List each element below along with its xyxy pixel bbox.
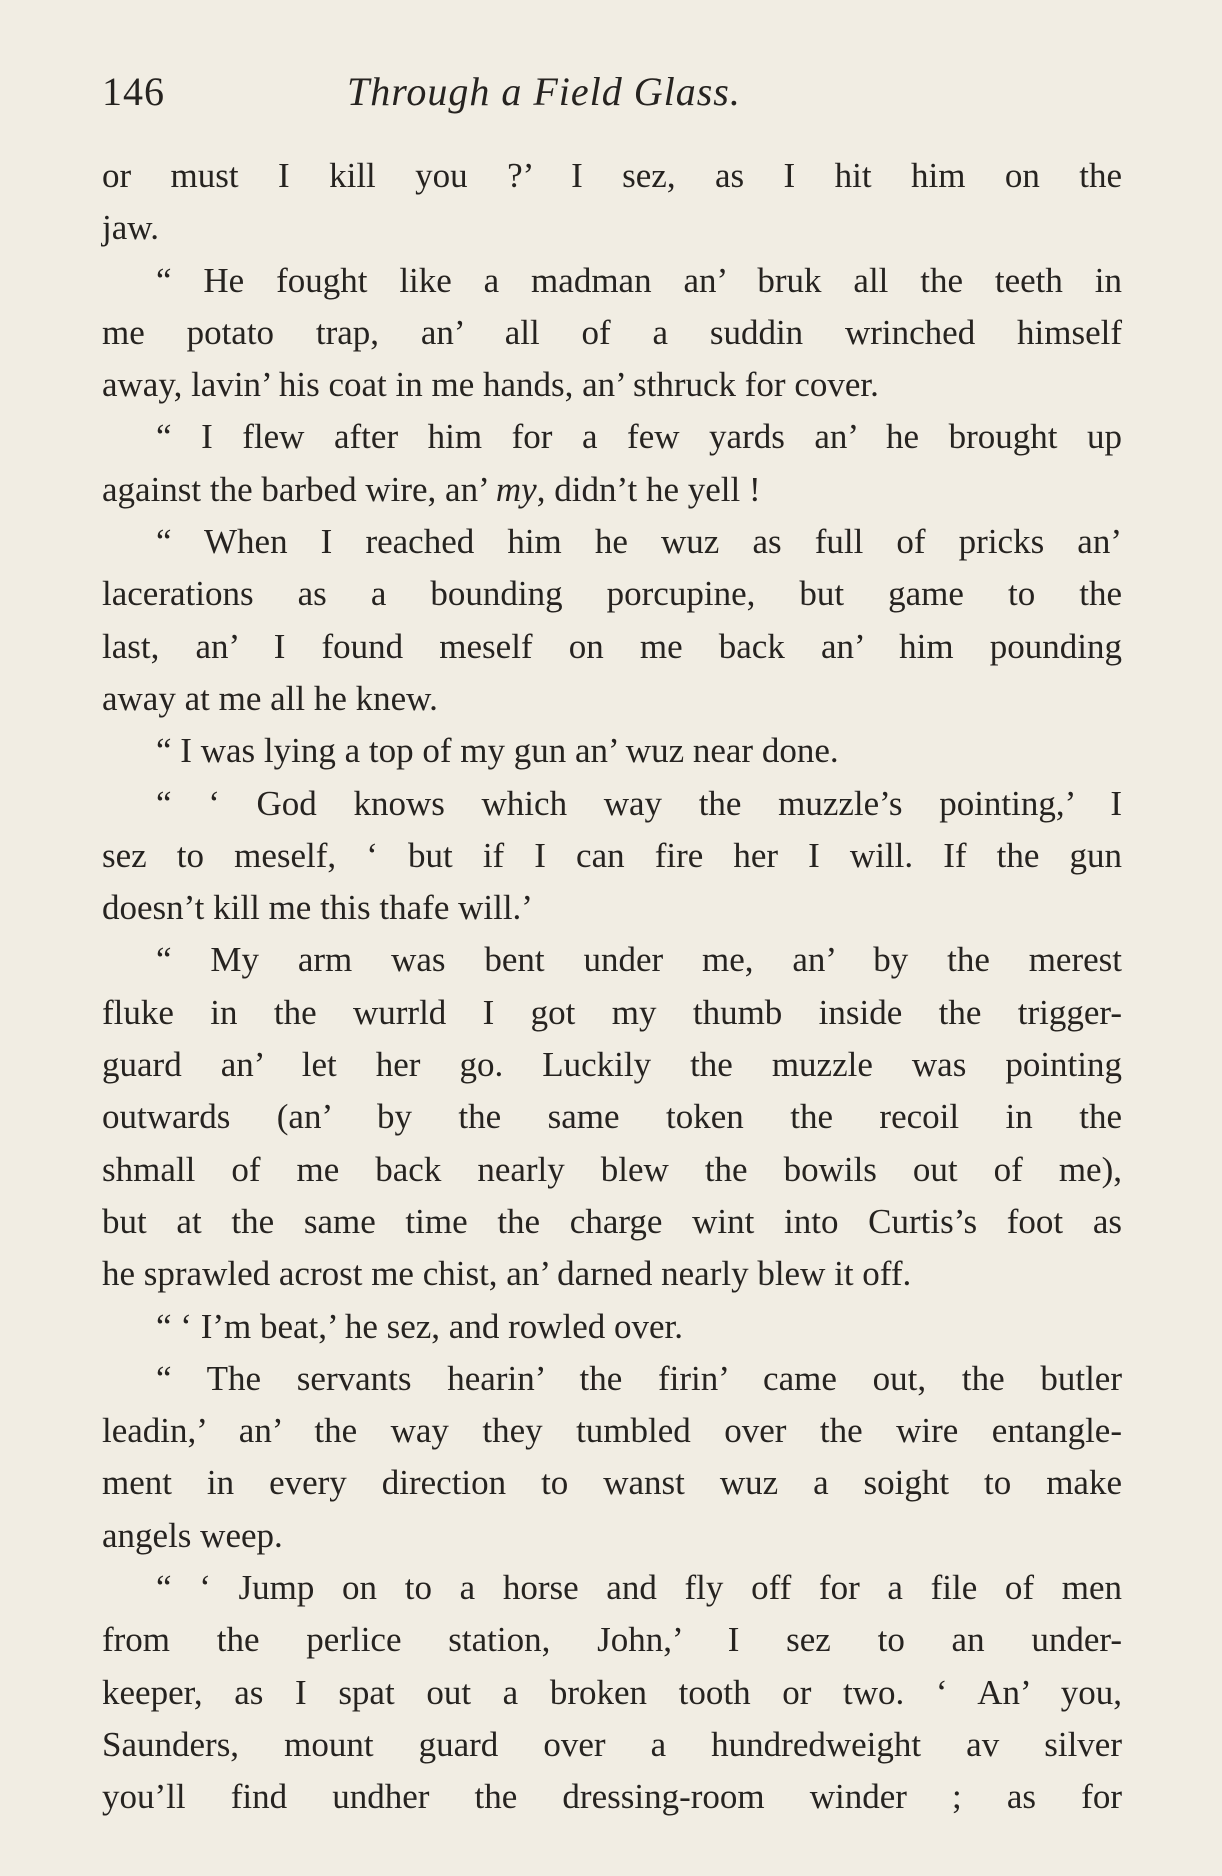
text-line: “ The servants hearin’ the firin’ came out, the butler [156,1358,1122,1398]
text-segment: against the barbed wire, an’ [102,469,496,509]
text-line: sez to meself, ‘ but if I can fire her I will. If the gun [102,835,1122,875]
text-line: away, lavin’ his coat in me hands, an’ sthruck for cover. [102,365,879,405]
text-line: or must I kill you ?’ I sez, as I hit him on the [102,156,1122,195]
running-title: Through a Field Glass. [347,69,741,114]
text-line: lacerations as a bounding porcupine, but game to the [102,574,1122,614]
text-line: “ I was lying a top of my gun an’ wuz near done. [156,731,839,771]
text-line: me potato trap, an’ all of a suddin wrinched himself [102,312,1122,352]
text-line: angels weep. [102,1515,283,1555]
text-line: “ ‘ God knows which way the muzzle’s pointing,’ I [156,783,1122,823]
text-line: from the perlice station, John,’ I sez to an under- [102,1620,1122,1660]
text-line: he sprawled acrost me chist, an’ darned nearly blew it off. [102,1254,912,1294]
text-line [102,464,1122,516]
text-line: away at me all he knew. [102,678,438,718]
text-line: but at the same time the charge wint into Curtis’s foot as [102,1201,1122,1241]
text-line: you’ll find undher the dressing-room winder ; as for [102,1777,1122,1817]
text-line: keeper, as I spat out a broken tooth or two. ‘ An’ you, [102,1672,1122,1712]
text-line: Saunders, mount guard over a hundredweight av silver [102,1724,1122,1764]
text-segment: , didn’t he yell ! [536,469,761,509]
text-line: fluke in the wurrld I got my thumb inside the trigger- [102,992,1122,1032]
text-line: ment in every direction to wanst wuz a soight to make [102,1463,1122,1503]
text-line: “ ‘ Jump on to a horse and fly off for a file of men [156,1568,1122,1608]
text-line: doesn’t kill me this thafe will.’ [102,888,533,928]
text-line: “ When I reached him he wuz as full of pricks an’ [156,522,1122,562]
text-line: jaw. [102,208,160,248]
page-number: 146 [102,69,165,114]
text-line: “ I flew after him for a few yards an’ he brought up [156,417,1122,457]
body-text [102,150,1122,1824]
text-line: guard an’ let her go. Luckily the muzzle was pointing [102,1045,1122,1085]
text-line: shmall of me back nearly blew the bowils out of me), [102,1149,1122,1189]
italic-word: my [495,469,537,509]
text-line: outwards (an’ by the same token the recoil in the [102,1097,1122,1137]
text-line: “ He fought like a madman an’ bruk all the teeth in [156,260,1122,300]
page-header [102,62,1122,122]
text-line: leadin,’ an’ the way they tumbled over the wire entangle- [102,1411,1122,1451]
text-line: “ My arm was bent under me, an’ by the merest [156,940,1122,980]
text-line: last, an’ I found meself on me back an’ him pounding [102,626,1122,666]
text-line: “ ‘ I’m beat,’ he sez, and rowled over. [156,1306,684,1346]
